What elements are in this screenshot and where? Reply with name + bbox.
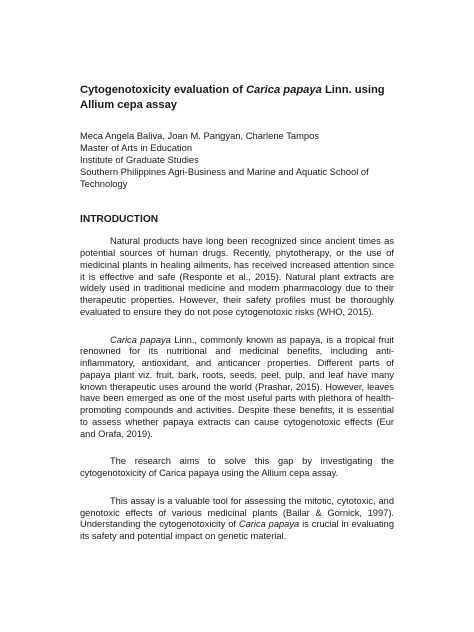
section-heading-introduction: INTRODUCTION: [80, 214, 159, 226]
document-page: [80, 83, 394, 543]
intro-paragraph-1: Natural products have long been recognized since ancient times as potential sources of human drugs. Recently, phytotherapy, or the use of medicinal plants in healing ailments, has received increased attention since it is effective and safe (Responte et al., 2015). Natural plant extracts are widely used in traditional medicine and modern pharmacology due to their therapeutic properties. However, their safety profiles must be thoroughly evaluated to ensure they do not pose cytogenotoxic risks (WHO, 2015).: [80, 236, 394, 317]
intro-paragraph-3: The research aims to solve this gap by investigating the cytogenotoxicity of Carica papaya using the Allium cepa assay.: [80, 456, 394, 479]
author-school: Southern Philippines Agri-Business and Marine and Aquatic School of Technology: [80, 166, 369, 190]
author-names: Meca Angela Baliva, Joan M. Pangyan, Charlene Tampos: [80, 130, 320, 141]
title-part-1: Cytogenotoxicity evaluation of: [80, 84, 246, 96]
paragraph-4-text-a: This assay is a valuable tool for assessing the mitotic, cytotoxic, and genotoxic effects of various medicinal plants (Bailar & Gornick, 1997). Understanding the cytogenotoxicity of: [80, 495, 394, 530]
intro-paragraph-4: [80, 496, 394, 543]
paper-title: [80, 83, 394, 113]
author-degree: Master of Arts in Education: [80, 142, 193, 154]
author-institute: Institute of Graduate Studies: [80, 154, 199, 166]
title-species: Carica papaya: [245, 84, 322, 96]
intro-paragraph-2: [80, 335, 394, 441]
author-block: [80, 130, 394, 190]
paragraph-2-text: Linn., commonly known as papaya, is a tropical fruit renowned for its nutritional and medicinal benefits, including anti-inflammatory, antioxidant, and anticancer properties. Different parts of papaya plant viz. fruit, bark, roots, seeds, peel, pulp, and leaf have many known therapeutic uses around the world (Prashar, 2015). However, leaves have been emerged as one of the most useful parts with plethora of health-promoting compounds and activities. Despite these benefits, it is essential to assess whether papaya extracts can cause cytogenotoxic effects (Eur and Orafa, 2019).: [80, 334, 394, 439]
paragraph-2-species: Carica papaya: [110, 334, 171, 345]
title-part-2: Linn. using Allium cepa assay: [80, 84, 385, 111]
paragraph-4-species: Carica papaya: [238, 519, 300, 530]
paragraph-4-text-b: is crucial in evaluating its safety and potential impact on genetic material.: [80, 519, 394, 542]
